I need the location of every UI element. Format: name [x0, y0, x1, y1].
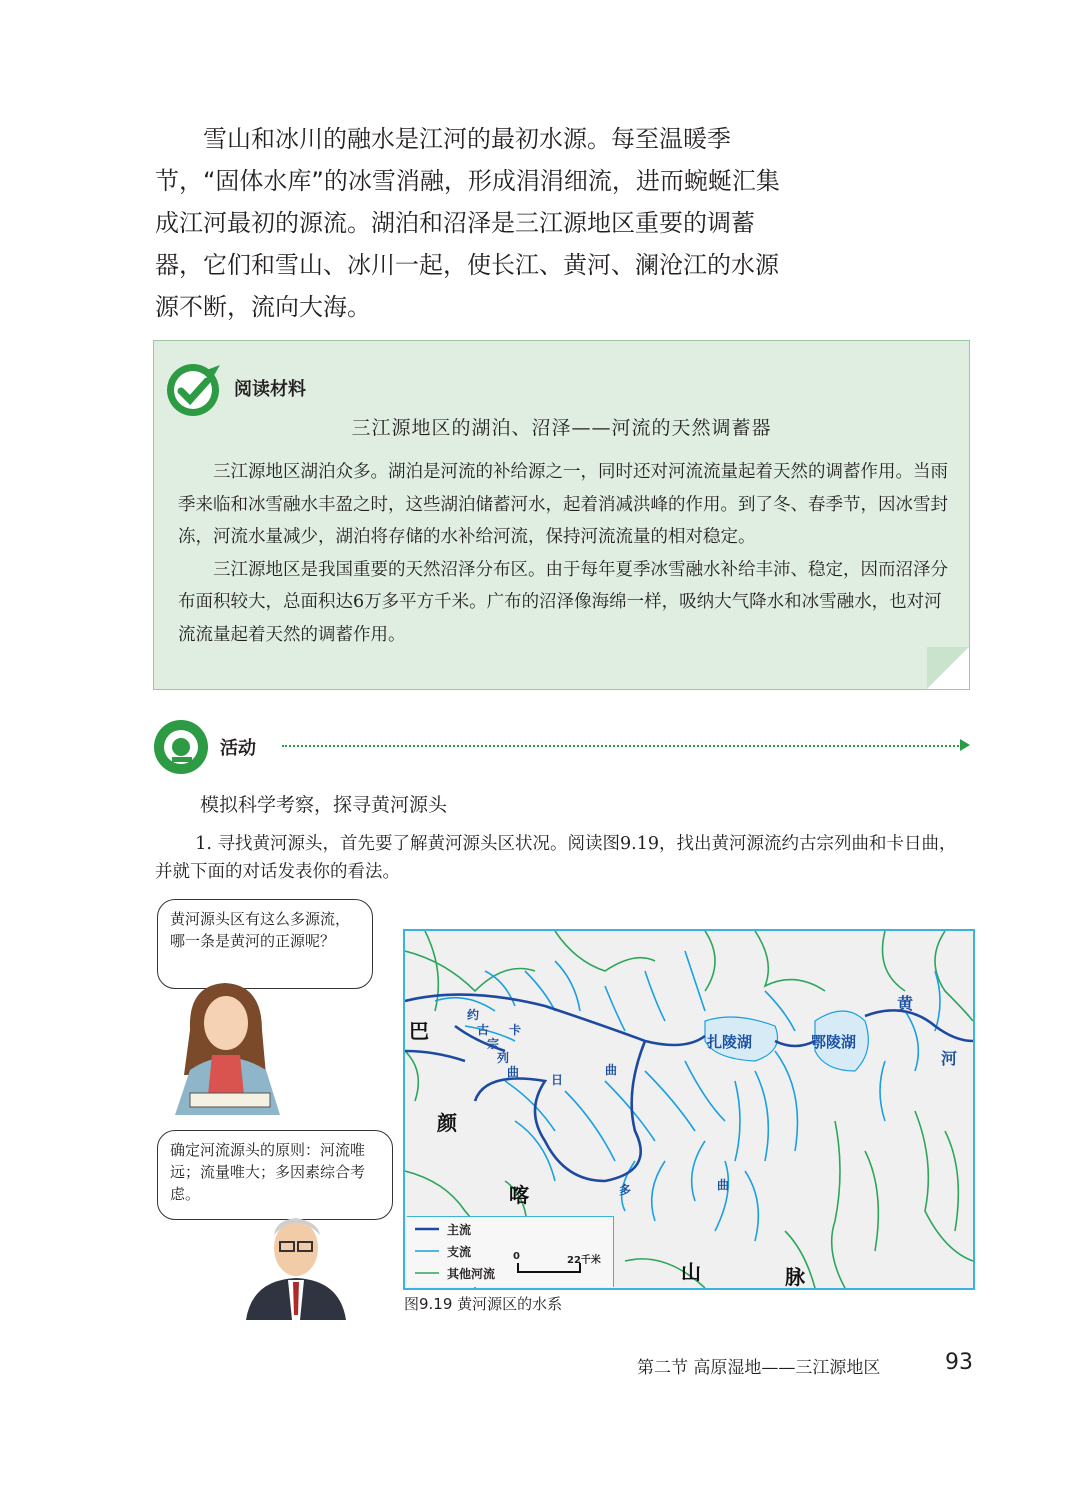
reading-leaf-icon — [164, 361, 222, 419]
map-label-gu: 古 — [477, 1023, 490, 1037]
map-label-qu: 曲 — [507, 1065, 520, 1079]
map-label-ri: 日 — [551, 1073, 564, 1087]
arrow-right-icon — [960, 739, 970, 751]
map-label-qu2: 曲 — [605, 1063, 618, 1077]
reading-body — [178, 456, 953, 651]
yellow-river-source-map — [403, 929, 975, 1290]
girl-illustration — [170, 975, 285, 1115]
reading-material-box — [153, 340, 970, 690]
reading-label: 阅读材料 — [234, 379, 306, 400]
reading-paragraph: 三江源地区湖泊众多。湖泊是河流的补给源之一，同时还对河流流量起着天然的调蓄作用。当雨季来临和冰雪融水丰盈之时，这些湖泊储蓄河水，起着消减洪峰的作用。到了冬、春季节，因冰雪封冻，河流水量减少，湖泊将存储的水补给河流，保持河流流量的相对稳定。 — [178, 462, 948, 547]
map-label-qu3: 曲 — [717, 1178, 730, 1192]
map-label-ba: 巴 — [409, 1019, 429, 1043]
intro-text — [155, 118, 780, 328]
map-legend — [407, 1216, 614, 1287]
map-label-shan: 山 — [681, 1260, 701, 1284]
map-label-lie: 列 — [497, 1051, 510, 1065]
reading-title: 三江源地区的湖泊、沼泽——河流的天然调蓄器 — [351, 417, 772, 439]
map-label-zong: 宗 — [487, 1037, 500, 1051]
activity-label: 活动 — [220, 738, 256, 759]
map-label-he: 河 — [941, 1049, 958, 1068]
map-label-yue: 约 — [467, 1008, 480, 1022]
girl-speech-bubble: 黄河源头区有这么多源流，哪一条是黄河的正源呢？ — [157, 899, 373, 989]
section-footer: 第二节 高原湿地——三江源地区 — [637, 1358, 881, 1378]
activity-heading: 模拟科学考察，探寻黄河源头 — [200, 794, 448, 816]
figure-caption: 图9.19 黄河源区的水系 — [404, 1295, 563, 1313]
page-curl-fold — [927, 647, 969, 689]
scale-end: 22千米 — [567, 1255, 601, 1266]
activity-question: 1. 寻找黄河源头，首先要了解黄河源头区状况。阅读图9.19，找出黄河源流约古宗列曲和卡日曲，并就下面的对话发表你的看法。 — [155, 834, 957, 882]
map-label-huang: 黄 — [897, 994, 914, 1013]
map-label-ka2: 卡 — [509, 1023, 522, 1037]
legend-other: 其他河流 — [447, 1267, 496, 1281]
lake-label-eling: 鄂陵湖 — [811, 1033, 857, 1051]
page-number: 93 — [945, 1350, 973, 1375]
map-label-yan: 颜 — [437, 1111, 457, 1135]
man-illustration — [238, 1210, 348, 1320]
map-label-duo: 多 — [619, 1183, 632, 1197]
reading-paragraph: 三江源地区是我国重要的天然沼泽分布区。由于每年夏季冰雪融水补给丰沛、稳定，因而沼泽分布面积较大，总面积达6万多平方千米。广布的沼泽像海绵一样，吸纳大气降水和冰雪融水，也对河流流量起着天然的调蓄作用。 — [178, 559, 948, 645]
map-label-ka: 喀 — [509, 1183, 529, 1207]
man-speech-bubble: 确定河流源头的原则：河流唯远；流量唯大；多因素综合考虑。 — [157, 1130, 393, 1220]
intro-paragraph: 雪山和冰川的融水是江河的最初水源。每至温暖季节，“固体水库”的冰雪消融，形成涓涓细流，进而蜿蜒汇集成江河最初的源流。湖泊和沼泽是三江源地区重要的调蓄器，它们和雪山、冰川一起，使长江、黄河、澜沧江的水源源不断，流向大海。 — [155, 125, 780, 321]
map-label-mai: 脉 — [785, 1265, 805, 1289]
lake-label-zhaling: 扎陵湖 — [707, 1033, 753, 1051]
activity-dotted-line — [282, 745, 962, 747]
legend-swatches — [413, 1217, 443, 1287]
scale-zero: 0 — [513, 1251, 520, 1262]
activity-icon — [152, 718, 210, 776]
legend-trib: 支流 — [447, 1245, 472, 1259]
legend-main: 主流 — [447, 1223, 472, 1237]
